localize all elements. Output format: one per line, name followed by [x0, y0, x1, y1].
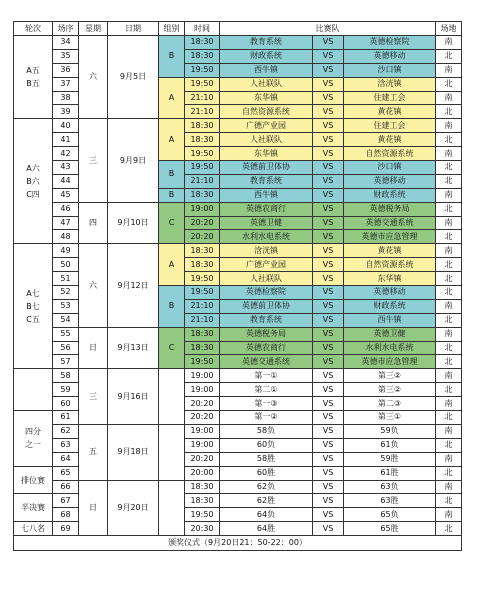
date-cell: 9月13日 — [108, 327, 159, 369]
group-cell: B — [159, 286, 185, 328]
home-team: 东华镇 — [220, 91, 313, 105]
round-label-line: A六 — [26, 163, 40, 173]
away-team: 59负 — [344, 424, 436, 438]
match-number: 57 — [53, 355, 79, 369]
header-match-no: 场序 — [53, 22, 79, 36]
venue-cell: 南 — [436, 63, 462, 77]
away-team: 英德移动 — [344, 49, 436, 63]
match-schedule-table — [13, 21, 462, 551]
match-time: 18:30 — [185, 36, 220, 50]
venue-cell: 南 — [436, 369, 462, 383]
round-cell — [14, 244, 53, 369]
away-team: 财政系统 — [344, 188, 436, 202]
vs-label: VS — [313, 77, 344, 91]
weekday-cell: 日 — [79, 327, 108, 369]
venue-cell: 北 — [436, 341, 462, 355]
venue-cell: 北 — [436, 202, 462, 216]
away-team: 水利水电系统 — [344, 341, 436, 355]
round-label-line: C四 — [26, 189, 40, 199]
vs-label: VS — [313, 355, 344, 369]
home-team: 教育系统 — [220, 313, 313, 327]
away-team: 59胜 — [344, 452, 436, 466]
round-label-line: C五 — [26, 314, 40, 324]
date-cell: 9月10日 — [108, 202, 159, 244]
home-team: 64负 — [220, 508, 313, 522]
round-cell — [14, 36, 53, 119]
away-team: 65负 — [344, 508, 436, 522]
away-team: 自然资源系统 — [344, 147, 436, 161]
home-team: 英德前卫体协 — [220, 161, 313, 175]
vs-label: VS — [313, 105, 344, 119]
away-team: 黄花镇 — [344, 133, 436, 147]
vs-label: VS — [313, 91, 344, 105]
match-time: 18:30 — [185, 341, 220, 355]
header-round: 轮次 — [14, 22, 53, 36]
home-team: 教育系统 — [220, 174, 313, 188]
home-team: 人社联队 — [220, 77, 313, 91]
away-team: 第二③ — [344, 397, 436, 411]
group-cell: B — [159, 161, 185, 189]
match-time: 18:30 — [185, 133, 220, 147]
vs-label: VS — [313, 202, 344, 216]
away-team: 65胜 — [344, 522, 436, 536]
match-number: 66 — [53, 480, 79, 494]
match-number: 46 — [53, 202, 79, 216]
away-team: 西牛镇 — [344, 313, 436, 327]
round-label-line: 半决赛 — [21, 503, 45, 513]
vs-label: VS — [313, 480, 344, 494]
home-team: 人社联队 — [220, 133, 313, 147]
match-number: 59 — [53, 383, 79, 397]
round-label-line: B六 — [26, 176, 40, 186]
group-cell: A — [159, 77, 185, 119]
match-number: 62 — [53, 424, 79, 438]
vs-label: VS — [313, 424, 344, 438]
match-number: 38 — [53, 91, 79, 105]
group-cell: A — [159, 244, 185, 286]
group-cell: B — [159, 188, 185, 202]
venue-cell: 南 — [436, 91, 462, 105]
away-team: 第三② — [344, 369, 436, 383]
vs-label: VS — [313, 258, 344, 272]
group-cell: B — [159, 36, 185, 78]
match-time: 21:10 — [185, 91, 220, 105]
vs-label: VS — [313, 522, 344, 536]
vs-label: VS — [313, 411, 344, 425]
away-team: 英德移动 — [344, 286, 436, 300]
home-team: 60胜 — [220, 466, 313, 480]
vs-label: VS — [313, 508, 344, 522]
weekday-cell: 日 — [79, 480, 108, 536]
header-group: 组别 — [159, 22, 185, 36]
table-row — [14, 369, 462, 383]
match-number: 58 — [53, 369, 79, 383]
match-number: 63 — [53, 438, 79, 452]
venue-cell: 北 — [436, 355, 462, 369]
match-number: 43 — [53, 161, 79, 175]
away-team: 英德卫健 — [344, 327, 436, 341]
venue-cell: 北 — [436, 272, 462, 286]
match-number: 37 — [53, 77, 79, 91]
home-team: 教育系统 — [220, 36, 313, 50]
round-label-line: 四分 — [25, 427, 41, 437]
vs-label: VS — [313, 174, 344, 188]
round-cell — [14, 119, 53, 244]
venue-cell: 南 — [436, 452, 462, 466]
vs-label: VS — [313, 133, 344, 147]
away-team: 61胜 — [344, 466, 436, 480]
group-cell — [159, 424, 185, 480]
group-cell — [159, 480, 185, 536]
venue-cell: 南 — [436, 480, 462, 494]
away-team: 东华镇 — [344, 272, 436, 286]
venue-cell: 南 — [436, 244, 462, 258]
match-time: 19:00 — [185, 383, 220, 397]
match-number: 55 — [53, 327, 79, 341]
home-team: 62负 — [220, 480, 313, 494]
match-number: 44 — [53, 174, 79, 188]
venue-cell: 北 — [436, 77, 462, 91]
match-time: 18:30 — [185, 119, 220, 133]
home-team: 人社联队 — [220, 272, 313, 286]
vs-label: VS — [313, 286, 344, 300]
table-row — [14, 119, 462, 133]
venue-cell: 北 — [436, 411, 462, 425]
table-row — [14, 36, 462, 50]
match-number: 47 — [53, 216, 79, 230]
header-time: 时间 — [185, 22, 220, 36]
away-team: 英德交通系统 — [344, 216, 436, 230]
vs-label: VS — [313, 216, 344, 230]
home-team: 东华镇 — [220, 147, 313, 161]
date-cell: 9月12日 — [108, 244, 159, 327]
venue-cell: 北 — [436, 133, 462, 147]
vs-label: VS — [313, 244, 344, 258]
match-number: 69 — [53, 522, 79, 536]
match-number: 35 — [53, 49, 79, 63]
match-number: 51 — [53, 272, 79, 286]
venue-cell: 北 — [436, 161, 462, 175]
vs-label: VS — [313, 188, 344, 202]
match-time: 19:50 — [185, 161, 220, 175]
home-team: 西牛镇 — [220, 63, 313, 77]
home-team: 浛洸镇 — [220, 244, 313, 258]
match-number: 40 — [53, 119, 79, 133]
match-number: 39 — [53, 105, 79, 119]
venue-cell: 南 — [436, 424, 462, 438]
home-team: 广德产业园 — [220, 258, 313, 272]
match-time: 18:30 — [185, 327, 220, 341]
round-label-line: B五 — [26, 79, 40, 89]
weekday-cell: 六 — [79, 36, 108, 119]
round-cell — [14, 369, 53, 411]
match-time: 20:20 — [185, 452, 220, 466]
home-team: 第一① — [220, 369, 313, 383]
vs-label: VS — [313, 466, 344, 480]
away-team: 住建工会 — [344, 119, 436, 133]
venue-cell: 北 — [436, 522, 462, 536]
match-time: 19:00 — [185, 202, 220, 216]
match-time: 18:30 — [185, 494, 220, 508]
round-label-line: A五 — [26, 66, 40, 76]
award-ceremony-note: 颁奖仪式（9月20日21：50-22：00） — [14, 536, 462, 551]
home-team: 58负 — [220, 424, 313, 438]
venue-cell: 北 — [436, 174, 462, 188]
venue-cell: 北 — [436, 258, 462, 272]
venue-cell: 北 — [436, 230, 462, 244]
match-number: 48 — [53, 230, 79, 244]
vs-label: VS — [313, 327, 344, 341]
match-time: 19:50 — [185, 272, 220, 286]
round-cell — [14, 411, 53, 467]
weekday-cell: 五 — [79, 424, 108, 480]
weekday-cell: 三 — [79, 119, 108, 202]
match-time: 18:30 — [185, 244, 220, 258]
home-team: 英德交通系统 — [220, 355, 313, 369]
match-number: 45 — [53, 188, 79, 202]
header-teams: 比赛队 — [220, 22, 436, 36]
date-cell: 9月20日 — [108, 480, 159, 536]
vs-label: VS — [313, 119, 344, 133]
match-time: 19:00 — [185, 438, 220, 452]
home-team: 第二① — [220, 383, 313, 397]
group-cell: A — [159, 119, 185, 161]
home-team: 英德前卫体协 — [220, 299, 313, 313]
match-number: 67 — [53, 494, 79, 508]
home-team: 英德农商行 — [220, 341, 313, 355]
match-number: 65 — [53, 466, 79, 480]
home-team: 自然资源系统 — [220, 105, 313, 119]
home-team: 英德农商行 — [220, 202, 313, 216]
venue-cell: 南 — [436, 216, 462, 230]
match-time: 20:20 — [185, 230, 220, 244]
venue-cell: 南 — [436, 397, 462, 411]
vs-label: VS — [313, 397, 344, 411]
away-team: 第三① — [344, 411, 436, 425]
match-time: 19:00 — [185, 424, 220, 438]
venue-cell: 北 — [436, 466, 462, 480]
home-team: 财政系统 — [220, 49, 313, 63]
away-team: 第三② — [344, 383, 436, 397]
match-time: 19:50 — [185, 147, 220, 161]
home-team: 62胜 — [220, 494, 313, 508]
match-time: 20:20 — [185, 216, 220, 230]
round-label-line: 七八名 — [21, 524, 45, 534]
match-time: 19:50 — [185, 286, 220, 300]
match-time: 18:30 — [185, 188, 220, 202]
group-cell: C — [159, 327, 185, 369]
venue-cell: 南 — [436, 188, 462, 202]
match-number: 54 — [53, 313, 79, 327]
match-number: 56 — [53, 341, 79, 355]
venue-cell: 南 — [436, 299, 462, 313]
match-time: 21:10 — [185, 299, 220, 313]
weekday-cell: 四 — [79, 202, 108, 244]
round-cell — [14, 494, 53, 522]
venue-cell: 北 — [436, 49, 462, 63]
home-team: 第一③ — [220, 397, 313, 411]
home-team: 英德检察院 — [220, 286, 313, 300]
match-time: 19:00 — [185, 369, 220, 383]
match-number: 49 — [53, 244, 79, 258]
home-team: 水利水电系统 — [220, 230, 313, 244]
match-time: 20:20 — [185, 411, 220, 425]
match-number: 41 — [53, 133, 79, 147]
home-team: 英德税务局 — [220, 327, 313, 341]
match-number: 64 — [53, 452, 79, 466]
match-time: 21:10 — [185, 174, 220, 188]
weekday-cell: 六 — [79, 244, 108, 327]
vs-label: VS — [313, 36, 344, 50]
date-cell: 9月5日 — [108, 36, 159, 119]
match-number: 53 — [53, 299, 79, 313]
match-number: 60 — [53, 397, 79, 411]
venue-cell: 南 — [436, 508, 462, 522]
match-number: 42 — [53, 147, 79, 161]
match-time: 20:30 — [185, 522, 220, 536]
vs-label: VS — [313, 383, 344, 397]
vs-label: VS — [313, 299, 344, 313]
away-team: 英德市应急管理 — [344, 355, 436, 369]
table-row — [14, 202, 462, 216]
table-row — [14, 244, 462, 258]
away-team: 63负 — [344, 480, 436, 494]
away-team: 沙口镇 — [344, 161, 436, 175]
header-venue: 场地 — [436, 22, 462, 36]
match-time: 18:30 — [185, 49, 220, 63]
away-team: 黄花镇 — [344, 244, 436, 258]
away-team: 浛洸镇 — [344, 77, 436, 91]
match-time: 19:50 — [185, 77, 220, 91]
home-team: 58胜 — [220, 452, 313, 466]
vs-label: VS — [313, 49, 344, 63]
date-cell: 9月9日 — [108, 119, 159, 202]
match-time: 19:50 — [185, 508, 220, 522]
home-team: 第一② — [220, 411, 313, 425]
match-number: 68 — [53, 508, 79, 522]
header-date: 日期 — [108, 22, 159, 36]
away-team: 英德市应急管理 — [344, 230, 436, 244]
away-team: 财政系统 — [344, 299, 436, 313]
away-team: 英德税务局 — [344, 202, 436, 216]
header-weekday: 星期 — [79, 22, 108, 36]
group-cell: C — [159, 202, 185, 244]
away-team: 住建工会 — [344, 91, 436, 105]
home-team: 64胜 — [220, 522, 313, 536]
match-number: 61 — [53, 411, 79, 425]
round-label-line: B七 — [26, 301, 40, 311]
round-label-line: A七 — [26, 288, 40, 298]
vs-label: VS — [313, 369, 344, 383]
match-time: 18:30 — [185, 480, 220, 494]
vs-label: VS — [313, 438, 344, 452]
venue-cell: 北 — [436, 383, 462, 397]
date-cell: 9月16日 — [108, 369, 159, 425]
header-row — [14, 22, 462, 36]
vs-label: VS — [313, 494, 344, 508]
venue-cell: 北 — [436, 494, 462, 508]
venue-cell: 北 — [436, 105, 462, 119]
round-label-line: 之一 — [25, 440, 41, 450]
venue-cell: 南 — [436, 36, 462, 50]
venue-cell: 北 — [436, 286, 462, 300]
vs-label: VS — [313, 147, 344, 161]
match-number: 52 — [53, 286, 79, 300]
venue-cell: 北 — [436, 313, 462, 327]
round-cell — [14, 522, 53, 536]
vs-label: VS — [313, 161, 344, 175]
away-team: 英德移动 — [344, 174, 436, 188]
weekday-cell: 三 — [79, 369, 108, 425]
vs-label: VS — [313, 272, 344, 286]
round-label-line: 排位赛 — [21, 475, 45, 485]
match-time: 19:50 — [185, 355, 220, 369]
table-row — [14, 480, 462, 494]
group-cell — [159, 369, 185, 425]
home-team: 广德产业园 — [220, 119, 313, 133]
match-time: 21:10 — [185, 313, 220, 327]
away-team: 自然资源系统 — [344, 258, 436, 272]
venue-cell: 南 — [436, 327, 462, 341]
match-time: 19:50 — [185, 63, 220, 77]
venue-cell: 南 — [436, 119, 462, 133]
venue-cell: 南 — [436, 147, 462, 161]
away-team: 61负 — [344, 438, 436, 452]
table-row — [14, 424, 462, 438]
vs-label: VS — [313, 230, 344, 244]
vs-label: VS — [313, 313, 344, 327]
vs-label: VS — [313, 341, 344, 355]
match-number: 50 — [53, 258, 79, 272]
home-team: 西牛镇 — [220, 188, 313, 202]
vs-label: VS — [313, 63, 344, 77]
venue-cell: 北 — [436, 438, 462, 452]
table-row — [14, 327, 462, 341]
footer-row — [14, 536, 462, 551]
match-number: 36 — [53, 63, 79, 77]
round-cell — [14, 466, 53, 494]
match-time: 20:00 — [185, 466, 220, 480]
date-cell: 9月18日 — [108, 424, 159, 480]
home-team: 英德卫健 — [220, 216, 313, 230]
schedule-body — [14, 36, 462, 536]
away-team: 英德检察院 — [344, 36, 436, 50]
match-time: 18:30 — [185, 258, 220, 272]
match-number: 34 — [53, 36, 79, 50]
vs-label: VS — [313, 452, 344, 466]
away-team: 沙口镇 — [344, 63, 436, 77]
match-time: 21:10 — [185, 105, 220, 119]
away-team: 黄花镇 — [344, 105, 436, 119]
home-team: 60负 — [220, 438, 313, 452]
match-time: 20:20 — [185, 397, 220, 411]
away-team: 63胜 — [344, 494, 436, 508]
